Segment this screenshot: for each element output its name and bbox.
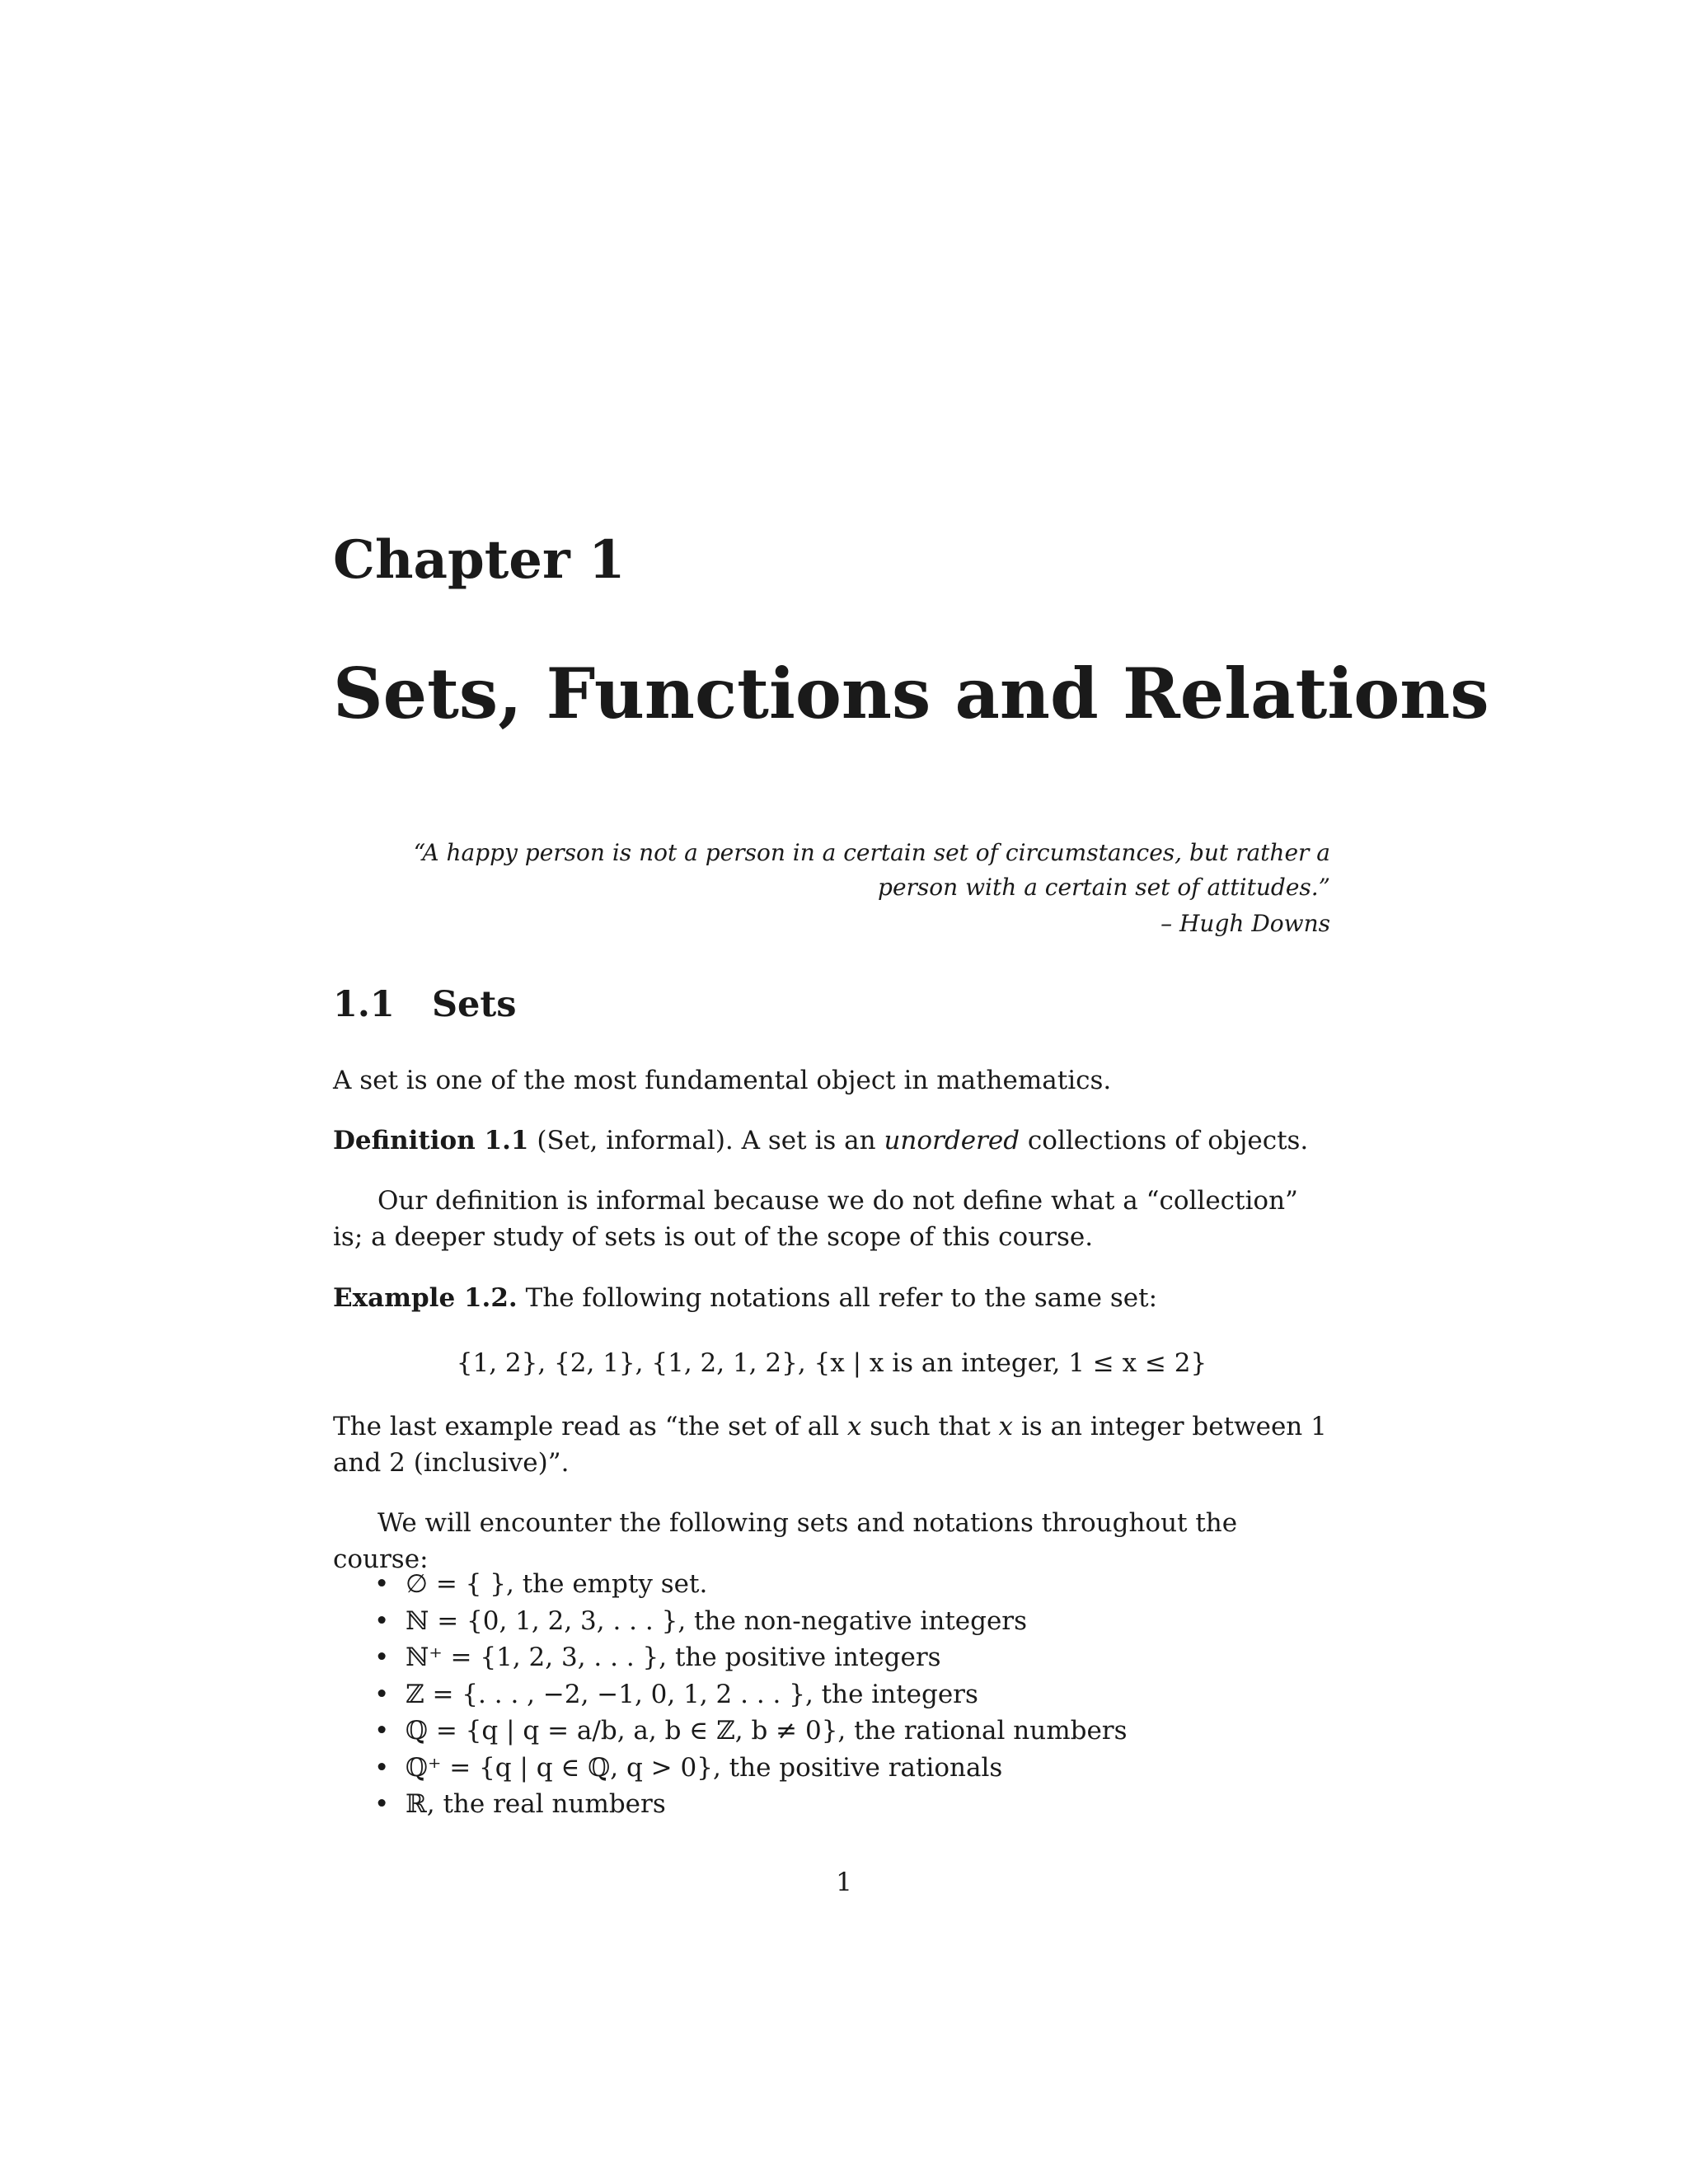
remark-paragraph: Our definition is informal because we do not define what a “collection” is; a deeper study of sets is out of the scope of this course. — [333, 1186, 1298, 1252]
definition-emphasis: unordered — [884, 1126, 1020, 1155]
explanation-paragraph — [333, 1408, 1330, 1481]
list-item: • ℚ⁺ = {q | q ∈ ℚ, q > 0}, the positive rationals — [374, 1750, 1128, 1787]
section-title: Sets — [432, 984, 517, 1025]
intro-paragraph: A set is one of the most fundamental object in mathematics. — [333, 1066, 1112, 1095]
epigraph — [396, 836, 1330, 941]
epigraph-quote: “A happy person is not a person in a certain set of circumstances, but rather a person with a certain set of attitudes.” — [413, 839, 1330, 901]
definition-text-before: A set is an — [741, 1126, 876, 1155]
explanation-var2: x — [998, 1412, 1014, 1441]
page-number: 1 — [836, 1868, 852, 1897]
list-item: • ℕ⁺ = {1, 2, 3, . . . }, the positive integers — [374, 1639, 1128, 1676]
definition-text-after: collections of objects. — [1027, 1126, 1309, 1155]
section-heading — [333, 984, 1330, 1025]
list-item: • ℚ = {q | q = a/b, a, b ∈ ℤ, b ≠ 0}, the rational numbers — [374, 1713, 1128, 1750]
epigraph-author: – Hugh Downs — [1160, 910, 1330, 937]
example-paragraph — [333, 1280, 1330, 1316]
chapter-title: Sets, Functions and Relations — [333, 653, 1489, 734]
definition-label: Definition 1.1 — [333, 1126, 529, 1155]
list-item: • ∅ = { }, the empty set. — [374, 1566, 1128, 1603]
list-item: • ℕ = {0, 1, 2, 3, . . . }, the non-negative integers — [374, 1603, 1128, 1640]
explanation-part1: The last example read as “the set of all — [333, 1412, 840, 1441]
example-display-math: {1, 2}, {2, 1}, {1, 2, 1, 2}, {x | x is an integer, 1 ≤ x ≤ 2} — [456, 1348, 1207, 1378]
example-text: The following notations all refer to the same set: — [525, 1283, 1158, 1313]
explanation-var1: x — [846, 1412, 862, 1441]
list-intro-paragraph: We will encounter the following sets and notations throughout the course: — [333, 1508, 1238, 1574]
definition-name: (Set, informal). — [537, 1126, 734, 1155]
definition-paragraph — [333, 1122, 1330, 1159]
section-number: 1.1 — [333, 984, 395, 1025]
list-item: • ℤ = {. . . , −2, −1, 0, 1, 2 . . . }, the integers — [374, 1676, 1128, 1713]
explanation-part2: such that — [870, 1412, 991, 1441]
set-notation-list — [374, 1566, 1128, 1823]
list-item: • ℝ, the real numbers — [374, 1786, 1128, 1823]
explanation-part3: is an integer between 1 and 2 (inclusive)”. — [333, 1412, 1327, 1478]
example-label: Example 1.2. — [333, 1283, 518, 1313]
chapter-label: Chapter 1 — [333, 529, 626, 591]
